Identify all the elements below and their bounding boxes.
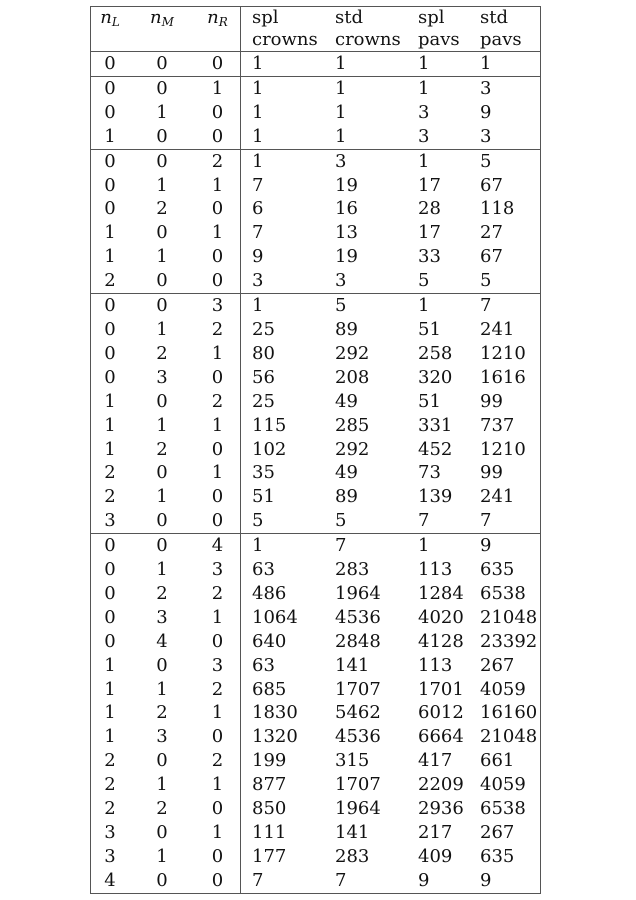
cell-std-pavs: 4059 bbox=[480, 774, 526, 796]
cell-n-r: 1 bbox=[211, 702, 224, 724]
table-row bbox=[91, 485, 540, 509]
table-row bbox=[91, 76, 540, 100]
cell-spl-crowns: 1830 bbox=[241, 701, 336, 725]
table-row bbox=[91, 366, 540, 390]
cell-n-r: 2 bbox=[211, 678, 224, 700]
cell-n-r: 0 bbox=[211, 510, 224, 532]
cell-std-crowns: 3 bbox=[335, 270, 347, 292]
table-row bbox=[91, 869, 540, 893]
cell-n-l: 1 bbox=[104, 438, 116, 460]
cell-n-m: 1 bbox=[156, 559, 168, 581]
cell-n-r: 0 bbox=[211, 726, 224, 748]
cell-n-r: 1 bbox=[211, 174, 224, 196]
cell-n-l: 3 bbox=[104, 822, 116, 843]
cell-n-r: 0 bbox=[195, 52, 241, 77]
cell-n-l: 2 bbox=[104, 774, 116, 796]
header-col5-line1: std bbox=[335, 7, 363, 28]
cell-spl-pavs: 73 bbox=[418, 462, 441, 484]
cell-n-l: 0 bbox=[104, 559, 116, 581]
cell-spl-pavs: 1 bbox=[418, 534, 480, 558]
cell-n-m: 0 bbox=[156, 390, 168, 412]
header-col6-line2: pavs bbox=[418, 29, 460, 50]
table-row bbox=[91, 438, 540, 462]
cell-std-pavs: 9 bbox=[480, 101, 492, 123]
cell-n-l: 1 bbox=[104, 390, 116, 412]
cell-spl-crowns: 9 bbox=[241, 245, 336, 269]
cell-spl-crowns: 1064 bbox=[241, 606, 336, 630]
header-row-1 bbox=[91, 7, 540, 29]
header-col7-line2: pavs bbox=[480, 29, 522, 50]
cell-spl-crowns: 177 bbox=[241, 845, 336, 869]
cell-std-crowns: 292 bbox=[335, 438, 370, 460]
cell-spl-pavs: 1701 bbox=[418, 678, 464, 700]
cell-std-crowns: 1707 bbox=[335, 678, 381, 700]
cell-n-l: 1 bbox=[104, 726, 116, 748]
cell-spl-crowns: 1 bbox=[241, 101, 336, 125]
cell-spl-crowns: 5 bbox=[241, 509, 336, 533]
cell-spl-crowns: 1 bbox=[241, 534, 336, 558]
cell-spl-crowns: 56 bbox=[241, 366, 336, 390]
table-row bbox=[91, 630, 540, 654]
cell-spl-crowns: 7 bbox=[241, 221, 336, 245]
cell-n-m: 1 bbox=[156, 774, 168, 796]
cell-std-pavs: 1 bbox=[480, 52, 540, 77]
cell-n-m: 1 bbox=[156, 486, 168, 508]
table-row bbox=[91, 797, 540, 821]
cell-spl-pavs: 113 bbox=[418, 559, 453, 581]
cell-n-l: 0 bbox=[104, 198, 116, 220]
header-col4-line1: spl bbox=[241, 7, 336, 29]
cell-spl-pavs: 6012 bbox=[418, 702, 464, 724]
cell-n-r: 0 bbox=[211, 270, 224, 292]
cell-n-l: 0 bbox=[104, 366, 116, 388]
table-row bbox=[91, 101, 540, 125]
cell-spl-pavs: 4020 bbox=[418, 606, 464, 628]
cell-std-crowns: 2848 bbox=[335, 630, 381, 652]
cell-std-crowns: 1 bbox=[335, 125, 347, 147]
header-col6-line1: spl bbox=[418, 7, 445, 28]
cell-spl-pavs: 417 bbox=[418, 750, 453, 772]
cell-n-r: 1 bbox=[211, 222, 224, 244]
cell-std-pavs: 1210 bbox=[480, 342, 526, 364]
cell-n-r: 0 bbox=[211, 198, 224, 220]
cell-n-r: 0 bbox=[211, 798, 224, 820]
cell-n-r: 0 bbox=[211, 630, 224, 652]
cell-n-l: 0 bbox=[104, 101, 116, 123]
header-col5-line2: crowns bbox=[335, 29, 401, 50]
cell-std-crowns: 7 bbox=[335, 869, 347, 891]
cell-n-m: 1 bbox=[156, 101, 168, 123]
cell-std-crowns: 7 bbox=[335, 534, 418, 558]
cell-std-crowns: 1707 bbox=[335, 774, 381, 796]
cell-spl-pavs: 258 bbox=[418, 342, 453, 364]
cell-std-pavs: 267 bbox=[480, 822, 515, 843]
table-row bbox=[91, 534, 540, 558]
cell-spl-pavs: 2936 bbox=[418, 798, 464, 820]
cell-std-crowns: 16 bbox=[335, 198, 358, 220]
cell-spl-crowns: 6 bbox=[241, 197, 336, 221]
cell-std-crowns: 5 bbox=[335, 510, 347, 532]
cell-n-r: 2 bbox=[211, 318, 224, 340]
cell-std-pavs: 737 bbox=[480, 414, 515, 436]
cell-spl-pavs: 9 bbox=[418, 869, 430, 891]
cell-spl-pavs: 452 bbox=[418, 438, 453, 460]
cell-spl-pavs: 139 bbox=[418, 486, 453, 508]
cell-n-r: 0 bbox=[211, 486, 224, 508]
cell-spl-pavs: 1 bbox=[418, 76, 480, 100]
results-table bbox=[91, 7, 540, 893]
table-row bbox=[91, 149, 540, 173]
cell-spl-pavs: 1 bbox=[418, 149, 480, 173]
cell-n-m: 1 bbox=[156, 678, 168, 700]
cell-spl-crowns: 102 bbox=[241, 438, 336, 462]
cell-std-crowns: 285 bbox=[335, 414, 370, 436]
cell-spl-pavs: 6664 bbox=[418, 726, 464, 748]
cell-std-pavs: 3 bbox=[480, 76, 540, 100]
results-table-frame bbox=[90, 6, 541, 894]
cell-n-l: 0 bbox=[91, 149, 129, 173]
cell-n-l: 1 bbox=[104, 246, 116, 268]
table-row bbox=[91, 821, 540, 845]
table-row bbox=[91, 197, 540, 221]
cell-spl-crowns: 1 bbox=[241, 125, 336, 149]
cell-n-r: 1 bbox=[211, 462, 224, 484]
table-body bbox=[91, 52, 540, 893]
cell-n-m: 0 bbox=[156, 125, 168, 147]
cell-n-m: 0 bbox=[156, 270, 168, 292]
cell-spl-crowns: 115 bbox=[241, 414, 336, 438]
cell-spl-pavs: 17 bbox=[418, 222, 441, 244]
cell-std-crowns: 19 bbox=[335, 174, 358, 196]
cell-std-pavs: 635 bbox=[480, 559, 515, 581]
cell-n-r: 4 bbox=[195, 534, 241, 558]
cell-spl-crowns: 63 bbox=[241, 654, 336, 678]
cell-spl-crowns: 486 bbox=[241, 582, 336, 606]
cell-std-crowns: 4536 bbox=[335, 726, 381, 748]
cell-std-crowns: 1 bbox=[335, 76, 418, 100]
cell-std-crowns: 208 bbox=[335, 366, 370, 388]
cell-n-l: 1 bbox=[104, 678, 116, 700]
table-row bbox=[91, 773, 540, 797]
cell-spl-pavs: 409 bbox=[418, 845, 453, 867]
table-row bbox=[91, 582, 540, 606]
cell-spl-pavs: 1 bbox=[418, 52, 480, 77]
cell-n-r: 3 bbox=[195, 294, 241, 318]
cell-spl-pavs: 3 bbox=[418, 101, 430, 123]
cell-std-crowns: 141 bbox=[335, 654, 370, 676]
cell-std-pavs: 21048 bbox=[480, 726, 538, 748]
cell-n-m: 1 bbox=[156, 174, 168, 196]
cell-n-m: 0 bbox=[156, 822, 168, 843]
cell-spl-pavs: 17 bbox=[418, 174, 441, 196]
cell-std-pavs: 9 bbox=[480, 869, 492, 891]
cell-n-l: 0 bbox=[91, 534, 129, 558]
cell-n-l: 3 bbox=[104, 845, 116, 867]
table-row bbox=[91, 269, 540, 293]
cell-n-r: 0 bbox=[211, 869, 224, 891]
cell-std-crowns: 283 bbox=[335, 559, 370, 581]
cell-n-l: 2 bbox=[104, 462, 116, 484]
table-row bbox=[91, 294, 540, 318]
cell-n-m: 1 bbox=[156, 246, 168, 268]
table-row bbox=[91, 701, 540, 725]
cell-n-m: 0 bbox=[156, 222, 168, 244]
cell-n-m: 2 bbox=[156, 342, 168, 364]
table-row bbox=[91, 342, 540, 366]
cell-n-l: 3 bbox=[104, 510, 116, 532]
cell-n-r: 0 bbox=[211, 366, 224, 388]
cell-spl-pavs: 217 bbox=[418, 822, 453, 843]
cell-std-pavs: 23392 bbox=[480, 630, 538, 652]
cell-std-crowns: 283 bbox=[335, 845, 370, 867]
cell-n-m: 1 bbox=[156, 845, 168, 867]
cell-n-m: 0 bbox=[129, 76, 195, 100]
cell-spl-crowns: 7 bbox=[241, 869, 336, 893]
cell-spl-pavs: 51 bbox=[418, 390, 441, 412]
header-n-l: $n_L$ bbox=[100, 7, 120, 29]
cell-n-r: 2 bbox=[195, 149, 241, 173]
cell-n-m: 1 bbox=[156, 318, 168, 340]
cell-std-crowns: 19 bbox=[335, 246, 358, 268]
table-row bbox=[91, 221, 540, 245]
cell-std-pavs: 661 bbox=[480, 750, 515, 772]
cell-n-r: 2 bbox=[211, 582, 224, 604]
cell-std-pavs: 99 bbox=[480, 390, 503, 412]
cell-n-m: 0 bbox=[156, 869, 168, 891]
cell-n-m: 0 bbox=[156, 462, 168, 484]
cell-n-l: 4 bbox=[104, 869, 116, 891]
header-n-m: $n_M$ bbox=[150, 7, 174, 29]
cell-n-r: 0 bbox=[211, 125, 224, 147]
cell-n-m: 4 bbox=[156, 630, 168, 652]
cell-n-l: 1 bbox=[104, 414, 116, 436]
cell-spl-crowns: 640 bbox=[241, 630, 336, 654]
cell-n-r: 1 bbox=[211, 342, 224, 364]
cell-spl-pavs: 2209 bbox=[418, 774, 464, 796]
cell-std-crowns: 1964 bbox=[335, 798, 381, 820]
cell-n-l: 1 bbox=[104, 222, 116, 244]
cell-std-pavs: 118 bbox=[480, 198, 515, 220]
cell-n-l: 0 bbox=[104, 606, 116, 628]
header-col4-line2: crowns bbox=[241, 29, 336, 52]
cell-std-crowns: 49 bbox=[335, 390, 358, 412]
cell-n-l: 0 bbox=[91, 52, 129, 77]
cell-spl-crowns: 51 bbox=[241, 485, 336, 509]
cell-n-m: 0 bbox=[129, 52, 195, 77]
cell-spl-crowns: 1320 bbox=[241, 725, 336, 749]
table-row bbox=[91, 174, 540, 198]
cell-std-crowns: 292 bbox=[335, 342, 370, 364]
cell-n-m: 0 bbox=[129, 149, 195, 173]
cell-n-m: 0 bbox=[129, 294, 195, 318]
cell-spl-pavs: 51 bbox=[418, 318, 441, 340]
cell-n-r: 0 bbox=[211, 438, 224, 460]
cell-spl-crowns: 1 bbox=[241, 294, 336, 318]
cell-std-pavs: 3 bbox=[480, 125, 492, 147]
cell-std-pavs: 6538 bbox=[480, 798, 526, 820]
cell-std-crowns: 1 bbox=[335, 52, 418, 77]
table-row bbox=[91, 749, 540, 773]
cell-spl-crowns: 3 bbox=[241, 269, 336, 293]
cell-spl-crowns: 850 bbox=[241, 797, 336, 821]
cell-n-r: 0 bbox=[211, 101, 224, 123]
cell-n-l: 0 bbox=[91, 294, 129, 318]
table-row bbox=[91, 606, 540, 630]
cell-n-m: 2 bbox=[156, 702, 168, 724]
cell-n-m: 2 bbox=[156, 582, 168, 604]
cell-std-pavs: 7 bbox=[480, 294, 540, 318]
cell-spl-crowns: 111 bbox=[241, 821, 336, 845]
cell-spl-crowns: 25 bbox=[241, 318, 336, 342]
cell-std-crowns: 4536 bbox=[335, 606, 381, 628]
table-row bbox=[91, 725, 540, 749]
cell-n-l: 2 bbox=[104, 750, 116, 772]
cell-std-pavs: 67 bbox=[480, 246, 503, 268]
cell-spl-pavs: 7 bbox=[418, 510, 430, 532]
cell-n-l: 0 bbox=[104, 174, 116, 196]
cell-spl-pavs: 5 bbox=[418, 270, 430, 292]
cell-n-l: 0 bbox=[104, 342, 116, 364]
cell-std-crowns: 89 bbox=[335, 486, 358, 508]
cell-n-m: 3 bbox=[156, 606, 168, 628]
table-row bbox=[91, 845, 540, 869]
cell-std-pavs: 5 bbox=[480, 270, 492, 292]
cell-spl-pavs: 28 bbox=[418, 198, 441, 220]
cell-n-m: 3 bbox=[156, 366, 168, 388]
cell-n-r: 0 bbox=[211, 845, 224, 867]
cell-std-pavs: 27 bbox=[480, 222, 503, 244]
cell-n-r: 2 bbox=[211, 750, 224, 772]
cell-n-m: 3 bbox=[156, 726, 168, 748]
cell-std-crowns: 49 bbox=[335, 462, 358, 484]
cell-n-l: 0 bbox=[104, 630, 116, 652]
cell-std-pavs: 7 bbox=[480, 510, 492, 532]
cell-std-pavs: 21048 bbox=[480, 606, 538, 628]
table-row bbox=[91, 318, 540, 342]
cell-spl-crowns: 1 bbox=[241, 76, 336, 100]
cell-std-pavs: 1210 bbox=[480, 438, 526, 460]
table-row bbox=[91, 52, 540, 77]
cell-spl-crowns: 80 bbox=[241, 342, 336, 366]
cell-n-r: 3 bbox=[211, 654, 224, 676]
cell-std-pavs: 267 bbox=[480, 654, 515, 676]
cell-n-l: 0 bbox=[104, 582, 116, 604]
cell-std-pavs: 241 bbox=[480, 318, 515, 340]
cell-n-m: 0 bbox=[156, 510, 168, 532]
table-row bbox=[91, 125, 540, 149]
cell-n-r: 1 bbox=[195, 76, 241, 100]
cell-spl-pavs: 331 bbox=[418, 414, 453, 436]
cell-n-m: 2 bbox=[156, 198, 168, 220]
cell-spl-crowns: 1 bbox=[241, 52, 336, 77]
table-row bbox=[91, 654, 540, 678]
table-header bbox=[91, 7, 540, 52]
table-row bbox=[91, 509, 540, 533]
cell-n-l: 1 bbox=[104, 654, 116, 676]
cell-std-crowns: 1 bbox=[335, 101, 347, 123]
cell-n-l: 0 bbox=[104, 318, 116, 340]
cell-n-m: 0 bbox=[129, 534, 195, 558]
cell-n-m: 2 bbox=[156, 438, 168, 460]
cell-spl-pavs: 4128 bbox=[418, 630, 464, 652]
cell-std-crowns: 141 bbox=[335, 822, 370, 843]
cell-std-crowns: 1964 bbox=[335, 582, 381, 604]
header-col7-line1: std bbox=[480, 7, 508, 28]
cell-n-m: 0 bbox=[156, 750, 168, 772]
cell-n-r: 1 bbox=[211, 414, 224, 436]
cell-n-l: 0 bbox=[91, 76, 129, 100]
cell-spl-crowns: 199 bbox=[241, 749, 336, 773]
cell-n-l: 2 bbox=[104, 486, 116, 508]
cell-std-pavs: 6538 bbox=[480, 582, 526, 604]
cell-spl-crowns: 7 bbox=[241, 174, 336, 198]
table-row bbox=[91, 390, 540, 414]
cell-spl-pavs: 1284 bbox=[418, 582, 464, 604]
table-row bbox=[91, 678, 540, 702]
cell-n-l: 2 bbox=[104, 798, 116, 820]
cell-std-crowns: 89 bbox=[335, 318, 358, 340]
cell-std-pavs: 99 bbox=[480, 462, 503, 484]
table-row bbox=[91, 558, 540, 582]
cell-std-crowns: 5 bbox=[335, 294, 418, 318]
cell-spl-pavs: 1 bbox=[418, 294, 480, 318]
table-row bbox=[91, 461, 540, 485]
header-n-r: $n_R$ bbox=[207, 7, 228, 29]
cell-n-m: 1 bbox=[156, 414, 168, 436]
cell-n-m: 2 bbox=[156, 798, 168, 820]
cell-spl-crowns: 63 bbox=[241, 558, 336, 582]
cell-n-l: 1 bbox=[104, 702, 116, 724]
cell-n-r: 2 bbox=[211, 390, 224, 412]
cell-std-pavs: 5 bbox=[480, 149, 540, 173]
cell-n-l: 2 bbox=[104, 270, 116, 292]
table-row bbox=[91, 414, 540, 438]
cell-spl-pavs: 3 bbox=[418, 125, 430, 147]
cell-n-m: 0 bbox=[156, 654, 168, 676]
cell-spl-crowns: 685 bbox=[241, 678, 336, 702]
cell-n-r: 1 bbox=[211, 774, 224, 796]
cell-std-crowns: 3 bbox=[335, 149, 418, 173]
cell-n-l: 1 bbox=[104, 125, 116, 147]
cell-std-pavs: 67 bbox=[480, 174, 503, 196]
cell-std-pavs: 1616 bbox=[480, 366, 526, 388]
cell-std-pavs: 241 bbox=[480, 486, 515, 508]
cell-std-crowns: 13 bbox=[335, 222, 358, 244]
cell-n-r: 1 bbox=[211, 606, 224, 628]
cell-std-pavs: 16160 bbox=[480, 702, 538, 724]
cell-n-r: 0 bbox=[211, 246, 224, 268]
cell-std-crowns: 315 bbox=[335, 750, 370, 772]
cell-std-pavs: 9 bbox=[480, 534, 540, 558]
cell-spl-crowns: 25 bbox=[241, 390, 336, 414]
cell-spl-crowns: 1 bbox=[241, 149, 336, 173]
cell-std-crowns: 5462 bbox=[335, 702, 381, 724]
cell-spl-crowns: 35 bbox=[241, 461, 336, 485]
cell-spl-pavs: 320 bbox=[418, 366, 453, 388]
cell-spl-pavs: 113 bbox=[418, 654, 453, 676]
cell-n-r: 3 bbox=[211, 559, 224, 581]
cell-n-r: 1 bbox=[211, 822, 224, 843]
cell-spl-crowns: 877 bbox=[241, 773, 336, 797]
table-row bbox=[91, 245, 540, 269]
cell-std-pavs: 4059 bbox=[480, 678, 526, 700]
cell-std-pavs: 635 bbox=[480, 845, 515, 867]
cell-spl-pavs: 33 bbox=[418, 246, 441, 268]
